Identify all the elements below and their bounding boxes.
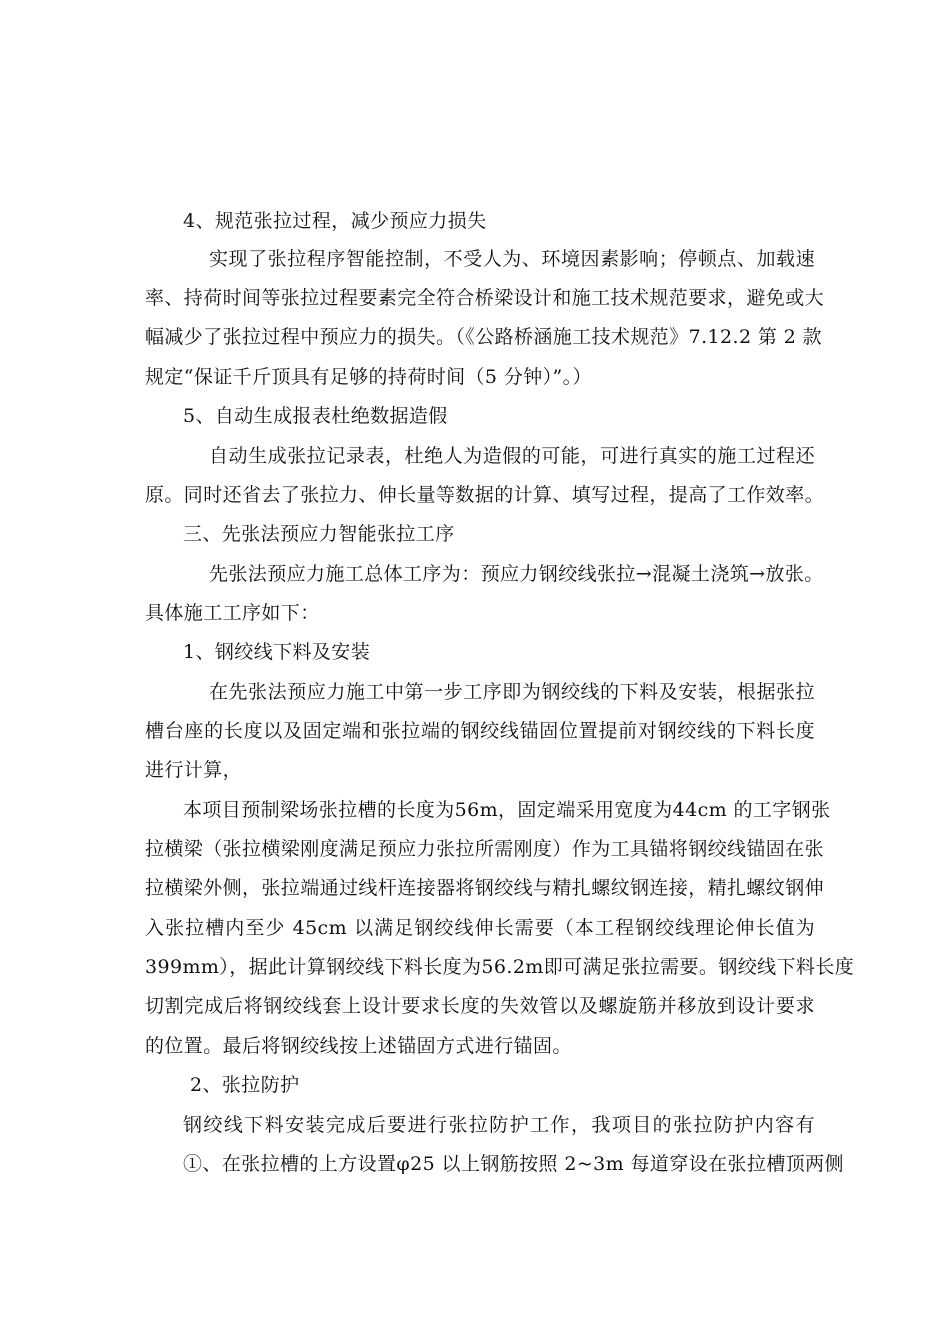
subsection-heading-2: 2、张拉防护 [190,1074,300,1096]
chapter-heading-3: 三、先张法预应力智能张拉工序 [183,523,455,545]
section-heading-4: 4、规范张拉过程，减少预应力损失 [183,210,487,232]
paragraph-line: 在先张法预应力施工中第一步工序即为钢绞线的下料及安装，根据张拉 [209,681,815,703]
paragraph-line: 本项目预制梁场张拉槽的长度为56m，固定端采用宽度为44cm 的工字钢张 [183,799,831,821]
paragraph-line: 钢绞线下料安装完成后要进行张拉防护工作，我项目的张拉防护内容有 [183,1114,815,1136]
paragraph-line: 原。同时还省去了张拉力、伸长量等数据的计算、填写过程，提高了工作效率。 [145,484,825,506]
paragraph-line: 规定“保证千斤顶具有足够的持荷时间（5 分钟）”。） [145,366,592,388]
paragraph-line: 先张法预应力施工总体工序为：预应力钢绞线张拉→混凝土浇筑→放张。 [209,563,824,585]
paragraph-line: 切割完成后将钢绞线套上设计要求长度的失效管以及螺旋筋并移放到设计要求 [145,995,815,1017]
section-heading-5: 5、自动生成报表杜绝数据造假 [183,405,448,427]
paragraph-line: 具体施工工序如下： [145,602,320,624]
paragraph-line: 拉横梁（张拉横梁刚度满足预应力张拉所需刚度）作为工具锚将钢绞线锚固在张 [145,838,825,860]
paragraph-line: 的位置。最后将钢绞线按上述锚固方式进行锚固。 [145,1035,572,1057]
paragraph-line: 幅减少了张拉过程中预应力的损失。（《公路桥涵施工技术规范》7.12.2 第 2 款 [145,326,823,348]
paragraph-line: 率、持荷时间等张拉过程要素完全符合桥梁设计和施工技术规范要求，避免或大 [145,287,825,309]
paragraph-line: 进行计算， [145,759,243,781]
paragraph-line: 槽台座的长度以及固定端和张拉端的钢绞线锚固位置提前对钢绞线的下料长度 [145,720,815,742]
paragraph-line: 入张拉槽内至少 45cm 以满足钢绞线伸长需要（本工程钢绞线理论伸长值为 [145,917,815,939]
paragraph-line: ①、在张拉槽的上方设置φ25 以上钢筋按照 2~3m 每道穿设在张拉槽顶两侧 [183,1153,844,1175]
paragraph-line: 399mm），据此计算钢绞线下料长度为56.2m即可满足张拉需要。钢绞线下料长度 [145,956,855,978]
subsection-heading-1: 1、钢绞线下料及安装 [183,641,371,663]
paragraph-line: 拉横梁外侧，张拉端通过线杆连接器将钢绞线与精扎螺纹钢连接，精扎螺纹钢伸 [145,877,825,899]
paragraph-line: 实现了张拉程序智能控制，不受人为、环境因素影响；停顿点、加载速 [209,248,815,270]
paragraph-line: 自动生成张拉记录表，杜绝人为造假的可能，可进行真实的施工过程还 [209,445,815,467]
